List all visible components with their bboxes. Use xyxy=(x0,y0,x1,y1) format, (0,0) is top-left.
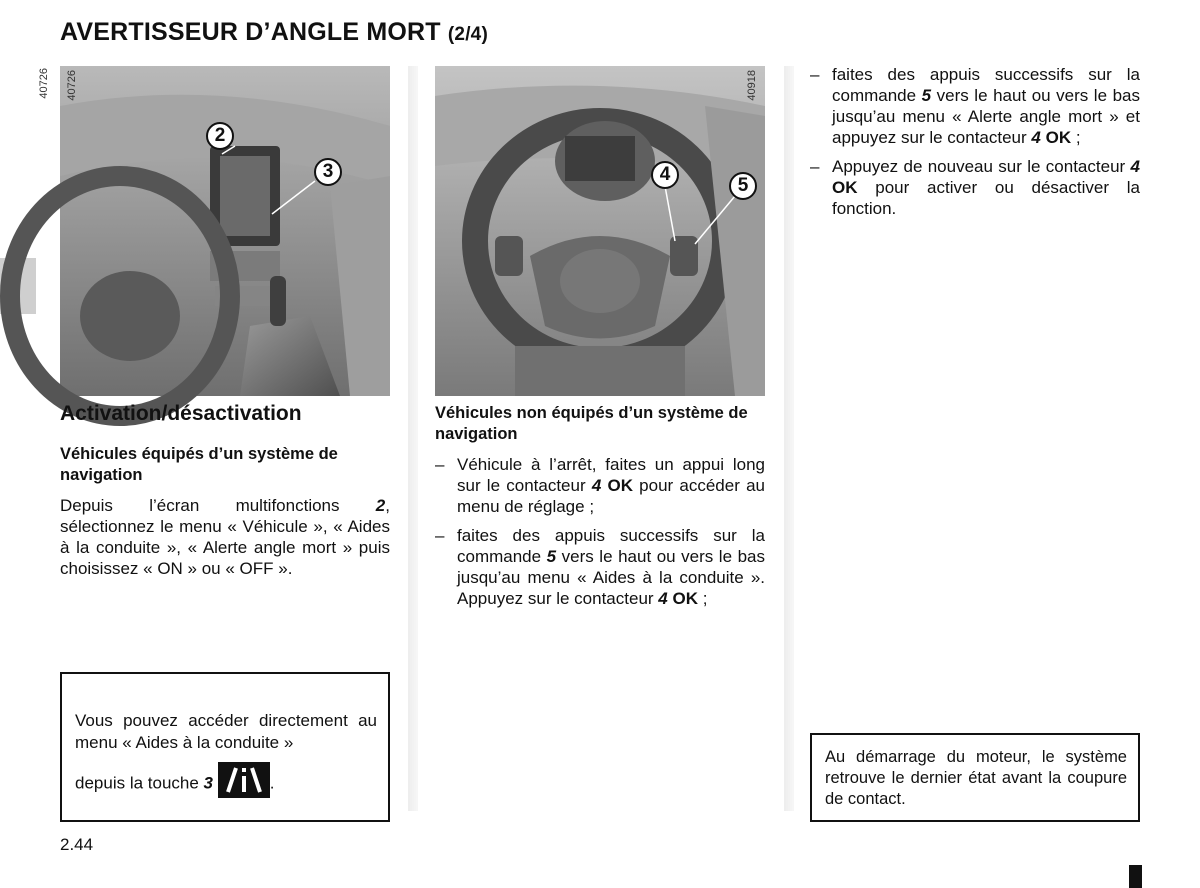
note-key-ref: 3 xyxy=(203,773,214,793)
callout-3-label: 3 xyxy=(322,161,334,182)
col2-step-1-text-a: Véhicule à l’arrêt, faites un appui long sur le contacteur xyxy=(457,455,765,495)
dash-bullet: – xyxy=(810,157,820,176)
dash-bullet: – xyxy=(810,65,820,84)
col2-step-2-text-b: vers le haut ou vers le bas jusqu’au menu « Aides à la conduite ». Appuyez sur le contacteur xyxy=(457,547,765,608)
note-line-2 xyxy=(75,766,377,802)
page-number: 2.44 xyxy=(60,835,94,854)
col3-step-2-text-b: pour activer ou désactiver la fonction. xyxy=(832,178,1140,218)
callout-2-label: 2 xyxy=(214,125,226,146)
section-heading: Activation/désactivation xyxy=(60,402,302,425)
dashboard-photo xyxy=(38,66,390,396)
col1-para-part-1: Depuis l’écran multifonctions xyxy=(60,496,376,515)
col3-step-1-text-a: faites des appuis successifs sur la commande xyxy=(832,65,1140,105)
col3-step-1-text-c: ; xyxy=(1071,128,1081,147)
col1-subheading: Véhicules équipés d’un système de navigation xyxy=(60,445,338,484)
steering-wheel-illustration xyxy=(435,66,765,396)
col2-step-2 xyxy=(435,525,765,609)
dashboard-illustration xyxy=(60,66,390,396)
page-title xyxy=(60,18,488,47)
col3-step-2-ref: 4 xyxy=(1130,157,1140,176)
col2-subheading: Véhicules non équipés d’un système de navigation xyxy=(435,404,748,443)
driving-aids-key-icon xyxy=(218,762,270,798)
col3-step-1 xyxy=(810,64,1140,148)
col2-step-1-ref: 4 xyxy=(591,476,602,495)
callout-4 xyxy=(651,161,679,189)
col2-step-2-text-a: faites des appuis successifs sur la commande xyxy=(457,526,765,566)
col3-step-2-text-a: Appuyez de nouveau sur le contacteur xyxy=(832,157,1131,176)
col2-step-2-ref2: 4 xyxy=(658,589,668,608)
note-line-2-prefix: depuis la touche xyxy=(75,773,204,793)
column-gutter-left xyxy=(408,66,418,811)
col3-step-1-ref2: 4 xyxy=(1031,128,1041,147)
col2-step-1 xyxy=(435,454,765,517)
callout-5-label: 5 xyxy=(737,175,749,196)
col3-step-1-ref: 5 xyxy=(921,86,932,105)
col3-step-1-ok: OK xyxy=(1040,128,1072,147)
callout-4-label: 4 xyxy=(659,164,671,185)
note-suffix: . xyxy=(269,773,275,793)
engine-start-note xyxy=(810,733,1140,822)
col1-para-part-2: , sélectionnez le menu « Véhicule », « Aides à la conduite », « Alerte angle mort » puis choisissez « ON » ou « OFF ». xyxy=(60,496,390,578)
col2-step-2-ref: 5 xyxy=(546,547,557,566)
col2-steps xyxy=(435,454,765,617)
col3-step-2 xyxy=(810,156,1140,219)
col3-step-1-text-b: vers le haut ou vers le bas jusqu’au menu « Alerte angle mort » et appuyez sur le contacteur xyxy=(832,86,1140,147)
note-line-1: Vous pouvez accéder directement au menu « Aides à la conduite » xyxy=(75,711,377,752)
col3-step-2-ok: OK xyxy=(832,178,858,197)
steering-wheel-photo xyxy=(435,66,765,396)
callout-2 xyxy=(206,122,234,150)
figure-ref-right: 40918 xyxy=(746,70,758,101)
column-gutter-right xyxy=(784,66,794,811)
dash-bullet: – xyxy=(435,455,445,474)
title-main: AVERTISSEUR D’ANGLE MORT xyxy=(60,18,441,46)
corner-marker xyxy=(1129,865,1142,888)
col2-step-1-ok: OK xyxy=(601,476,633,495)
col2-step-2-ok: OK xyxy=(667,589,698,608)
callout-3 xyxy=(314,158,342,186)
callout-5 xyxy=(729,172,757,200)
figure-ref-left-text: 40726 xyxy=(66,70,78,101)
dash-bullet: – xyxy=(435,526,445,545)
engine-start-note-text: Au démarrage du moteur, le système retrouve le dernier état avant la coupure de contact. xyxy=(825,748,1127,808)
title-sub: (2/4) xyxy=(447,24,488,45)
col2-step-2-text-c: ; xyxy=(697,589,708,608)
direct-access-note xyxy=(60,672,390,822)
figure-ref-left: 40726 xyxy=(38,68,50,99)
col1-para-ref: 2 xyxy=(375,496,386,515)
col1-paragraph xyxy=(60,495,390,579)
col3-steps xyxy=(810,64,1140,227)
col2-step-1-text-b: pour accéder au menu de réglage ; xyxy=(457,476,765,516)
